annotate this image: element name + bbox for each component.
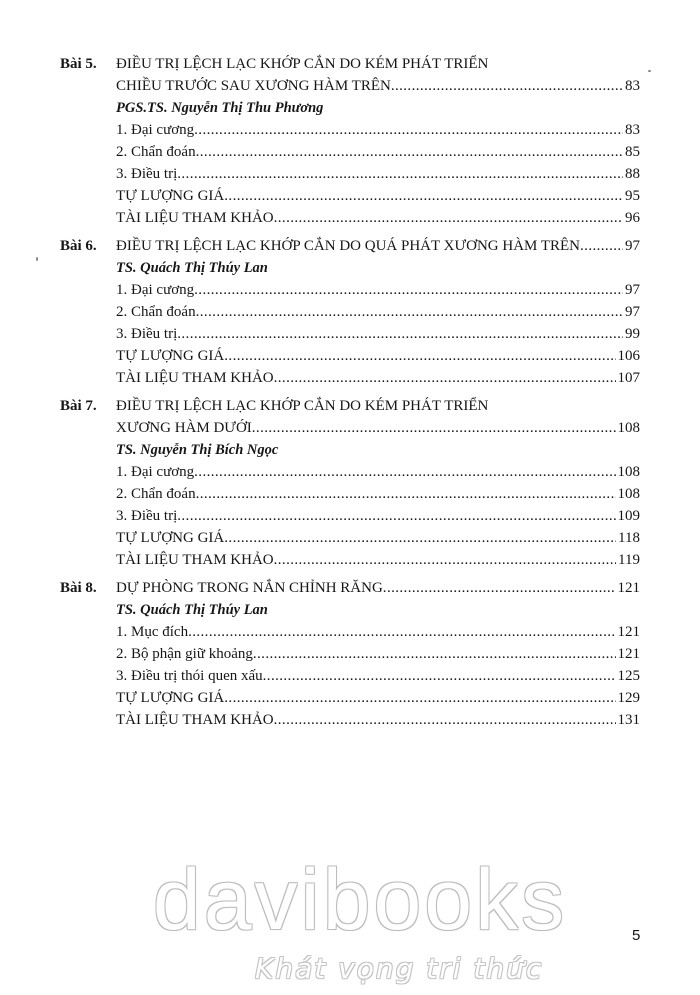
lesson-author: TS. Quách Thị Thúy Lan (116, 260, 268, 276)
page-ref: 109 (617, 508, 640, 524)
dot-leader (263, 665, 616, 687)
entry-text: TỰ LƯỢNG GIÁ (116, 690, 225, 706)
page-ref: 108 (617, 486, 640, 502)
page-ref: 85 (625, 144, 640, 160)
lesson-label: Bài 5. (60, 56, 97, 72)
dot-leader (274, 549, 616, 571)
dot-leader (253, 643, 616, 665)
entry-text: 1. Đại cương (116, 464, 195, 480)
lesson-title-entry[interactable] (116, 75, 640, 97)
entry-text: TÀI LIỆU THAM KHẢO (116, 210, 274, 226)
lesson-6 (60, 235, 640, 389)
toc-entry[interactable] (116, 301, 640, 323)
dot-leader (224, 345, 615, 367)
page-ref: 119 (618, 552, 640, 568)
scan-speck (648, 70, 651, 72)
page-ref: 121 (617, 624, 640, 640)
entry-text: TỰ LƯỢNG GIÁ (116, 188, 225, 204)
entry-text: 3. Điều trị (116, 326, 178, 342)
dot-leader (194, 119, 623, 141)
entry-text: TÀI LIỆU THAM KHẢO (116, 552, 274, 568)
page-ref: 107 (617, 370, 640, 386)
page-ref: 83 (625, 78, 640, 94)
dot-leader (252, 417, 616, 439)
page-ref: 108 (617, 420, 640, 436)
toc-entry[interactable] (116, 345, 640, 367)
toc-entry[interactable] (116, 527, 640, 549)
page-ref: 121 (617, 580, 640, 596)
lesson-title-line1: ĐIỀU TRỊ LỆCH LẠC KHỚP CẮN DO QUÁ PHÁT XƯƠNG HÀM TRÊN (116, 238, 581, 254)
dot-leader (383, 577, 616, 599)
lesson-title-entry[interactable] (116, 235, 640, 257)
toc-entry[interactable] (116, 163, 640, 185)
entry-text: 2. Chẩn đoán (116, 486, 196, 502)
dot-leader (177, 505, 615, 527)
toc-entry[interactable] (116, 665, 640, 687)
entry-text: 3. Điều trị (116, 508, 178, 524)
lesson-author: PGS.TS. Nguyễn Thị Thu Phương (116, 100, 324, 116)
toc-entry[interactable] (116, 687, 640, 709)
toc-entry[interactable] (116, 549, 640, 571)
dot-leader (196, 301, 623, 323)
dot-leader (196, 141, 623, 163)
toc-entry[interactable] (116, 119, 640, 141)
toc-entry[interactable] (116, 461, 640, 483)
lesson-title-line1: ĐIỀU TRỊ LỆCH LẠC KHỚP CẮN DO KÉM PHÁT TRIỂN (116, 398, 489, 414)
page-ref: 83 (625, 122, 640, 138)
lesson-title-line1: DỰ PHÒNG TRONG NẮN CHỈNH RĂNG (116, 580, 383, 596)
dot-leader (274, 207, 623, 229)
dot-leader (194, 279, 623, 301)
entry-text: TÀI LIỆU THAM KHẢO (116, 370, 274, 386)
lesson-8 (60, 577, 640, 731)
entry-text: 2. Chẩn đoán (116, 144, 196, 160)
entry-text: TÀI LIỆU THAM KHẢO (116, 712, 274, 728)
dot-leader (224, 527, 616, 549)
toc-entry[interactable] (116, 279, 640, 301)
page-ref: 108 (617, 464, 640, 480)
entry-text: 1. Đại cương (116, 282, 195, 298)
lesson-label: Bài 6. (60, 238, 97, 254)
dot-leader (224, 687, 615, 709)
page-ref: 88 (625, 166, 640, 182)
toc-entry[interactable] (116, 483, 640, 505)
page-ref: 131 (617, 712, 640, 728)
page-ref: 97 (625, 304, 640, 320)
entry-text: 1. Đại cương (116, 122, 195, 138)
lesson-author: TS. Quách Thị Thúy Lan (116, 602, 268, 618)
lesson-title-line2: CHIỀU TRƯỚC SAU XƯƠNG HÀM TRÊN (116, 78, 391, 94)
watermark-slogan: Khát vọng tri thức (255, 952, 544, 985)
lesson-title-line1: ĐIỀU TRỊ LỆCH LẠC KHỚP CẮN DO KÉM PHÁT TRIỂN (116, 56, 489, 72)
toc-entry[interactable] (116, 367, 640, 389)
lesson-title-line2: XƯƠNG HÀM DƯỚI (116, 420, 252, 436)
entry-text: 2. Bộ phận giữ khoảng (116, 646, 253, 662)
page-number: 5 (632, 927, 641, 944)
entry-text: 3. Điều trị (116, 166, 178, 182)
page-ref: 118 (618, 530, 640, 546)
lesson-author: TS. Nguyễn Thị Bích Ngọc (116, 442, 279, 458)
page-ref: 99 (625, 326, 640, 342)
toc-entry[interactable] (116, 505, 640, 527)
lesson-title-entry[interactable] (116, 577, 640, 599)
lesson-label: Bài 8. (60, 580, 97, 596)
entry-text: 1. Mục đích (116, 624, 189, 640)
dot-leader (177, 323, 623, 345)
lesson-5 (60, 53, 640, 229)
toc-entry[interactable] (116, 185, 640, 207)
dot-leader (224, 185, 623, 207)
table-of-contents (60, 53, 640, 737)
dot-leader (177, 163, 623, 185)
page-ref: 96 (625, 210, 640, 226)
toc-entry[interactable] (116, 643, 640, 665)
page-ref: 125 (617, 668, 640, 684)
toc-entry[interactable] (116, 207, 640, 229)
page-ref: 129 (617, 690, 640, 706)
lesson-label: Bài 7. (60, 398, 97, 414)
page-ref: 97 (625, 238, 640, 254)
page-ref: 95 (625, 188, 640, 204)
lesson-7 (60, 395, 640, 571)
entry-text: TỰ LƯỢNG GIÁ (116, 348, 225, 364)
entry-text: 2. Chẩn đoán (116, 304, 196, 320)
dot-leader (391, 75, 623, 97)
page-ref: 97 (625, 282, 640, 298)
toc-entry[interactable] (116, 141, 640, 163)
dot-leader (580, 235, 623, 257)
scan-speck (36, 257, 38, 261)
dot-leader (274, 367, 616, 389)
lesson-title-entry[interactable] (116, 417, 640, 439)
entry-text: 3. Điều trị thói quen xấu (116, 668, 263, 684)
dot-leader (196, 483, 616, 505)
dot-leader (188, 621, 615, 643)
toc-entry[interactable] (116, 709, 640, 731)
watermark-brand: davibooks (152, 852, 568, 948)
toc-entry[interactable] (116, 621, 640, 643)
page-ref: 106 (617, 348, 640, 364)
dot-leader (274, 709, 616, 731)
dot-leader (194, 461, 615, 483)
entry-text: TỰ LƯỢNG GIÁ (116, 530, 225, 546)
toc-entry[interactable] (116, 323, 640, 345)
page-ref: 121 (617, 646, 640, 662)
